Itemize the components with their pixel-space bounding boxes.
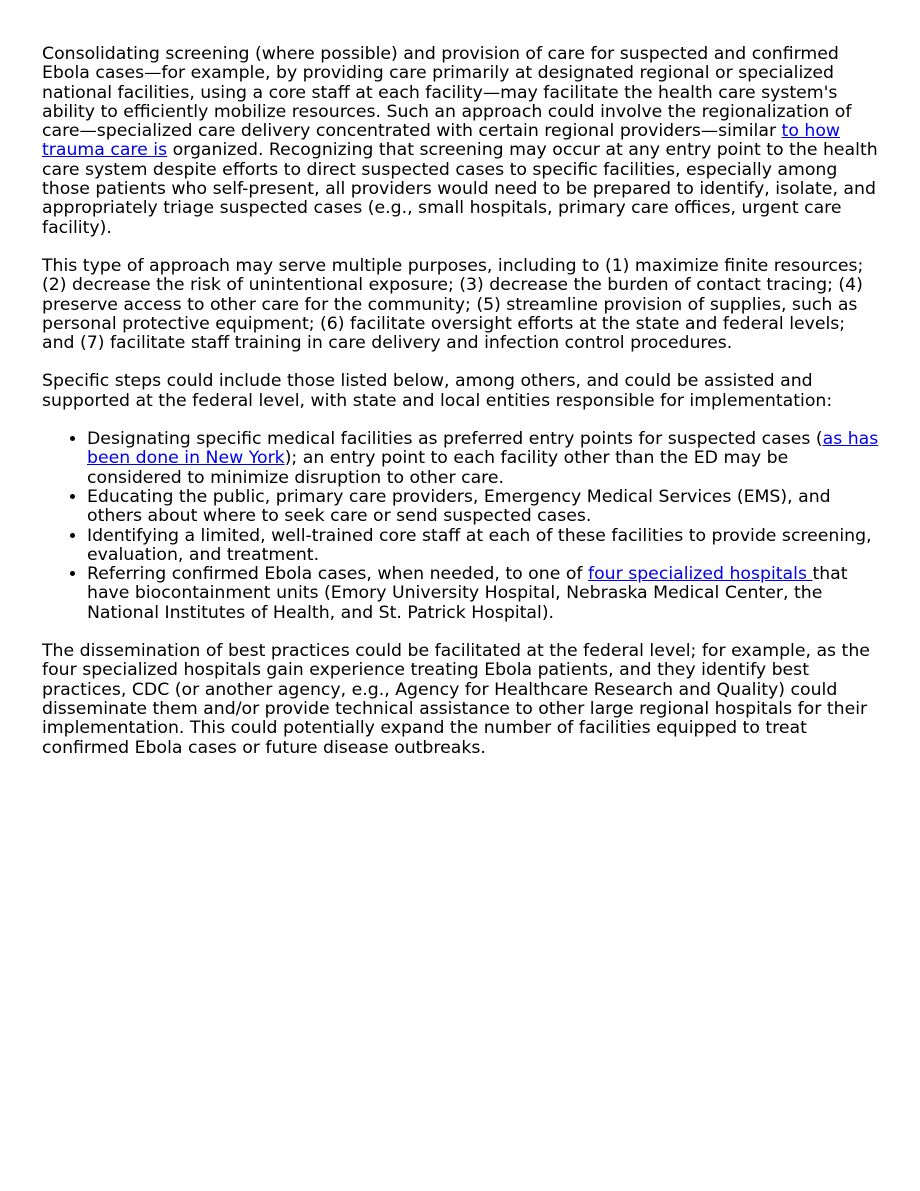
paragraph-steps-intro: Specific steps could include those listed below, among others, and could be assisted and supported at the federal level, with state and local entities responsible for implementation: [42,371,833,411]
link-trauma-care[interactable]: to how trauma care is [42,121,841,161]
paragraph-best-practices: The dissemination of best practices could be facilitated at the federal level; for example, as the four specialized hospitals gain experience treating Ebola patients, and they identify best practices, CDC (or another agency, e.g., Agency for Healthcare Research and Quality) could disseminate them and/or provide technical assistance to other large regional hospitals for their implementation. This could potentially expand the number of facilities equipped to treat confirmed Ebola cases or future disease outbreaks. [42,641,870,758]
paragraph-purposes: This type of approach may serve multiple purposes, including to (1) maximize finite resources; (2) decrease the risk of unintentional exposure; (3) decrease the burden of contact tracing; (4) preserve access to other care for the community; (5) streamline provision of supplies, such as personal protective equipment; (6) facilitate oversight efforts at the state and federal levels; and (7) facilitate staff training in care delivery and infection control procedures. [42,255,864,354]
list-item: • Educating the public, primary care providers, Emergency Medical Services (EMS), and others about where to seek care or send suspected cases. [87,488,880,527]
list-item-text: Referring confirmed Ebola cases, when needed, to one of [87,564,588,585]
paragraph-text: Consolidating screening (where possible) and provision of care for suspected and confirmed Ebola cases—for example, by providing care primarily at designated regional or specialized national facilities, using a core staff at each facility—may facilitate the health care system's ability to efficiently mobilize resources. Such an approach could involve the regionalization of care—specialized care delivery concentrated with certain regional providers—similar [42,44,852,142]
list-item: • Identifying a limited, well-trained core staff at each of these facilities to provide screening, evaluation, and treatment. [87,527,880,566]
paragraph-text: organized. Recognizing that screening may occur at any entry point to the health care system despite efforts to direct suspected cases to specific facilities, especially among those patients who self-present, all providers would need to be prepared to identify, isolate, and appropriately triage suspected cases (e.g., small hospitals, primary care offices, urgent care facility). [42,140,878,238]
link-four-specialized-hospitals[interactable]: four specialized hospitals [588,564,813,585]
list-item-text: Designating specific medical facilities as preferred entry points for suspected cases ( [87,429,823,450]
list-item [87,565,880,623]
steps-list [42,430,880,623]
list-item-text: that have biocontainment units (Emory University Hospital, Nebraska Medical Center, the National Institutes of Health, and St. Patrick Hospital). [87,564,848,623]
list-item [87,430,880,488]
list-item-text: ); an entry point to each facility other than the ED may be considered to minimize disruption to other care. [87,448,789,488]
paragraph-regionalization [42,45,880,238]
link-new-york[interactable]: as has been done in New York [87,429,879,469]
